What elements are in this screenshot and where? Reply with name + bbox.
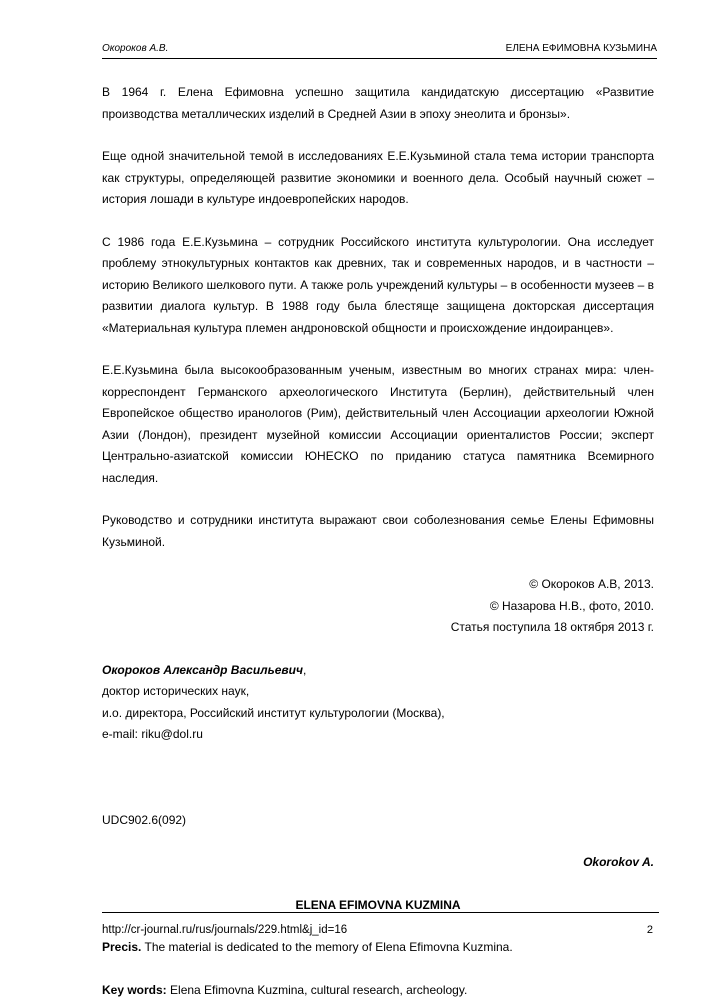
paragraph-5: Руководство и сотрудники института выражают свои соболезнования семье Елены Ефимовны Кузьминой. — [102, 513, 654, 549]
paragraph-2: Еще одной значительной темой в исследованиях Е.Е.Кузьминой стала тема истории транспорта как структуры, определяющей развитие экономики и военного дела. Особый научный сюжет – история лошади в культуре индоевропейских народов. — [102, 149, 654, 206]
paragraph-3: С 1986 года Е.Е.Кузьмина – сотрудник Российского института культурологии. Она исследует проблему этнокультурных контактов как древних, так и современных народов, и в частности – историю Великого шелкового пути. А также роль учреждений культуры – в особенности музеев – в развитии диалога культур. В 1988 году была блестяще защищена докторская диссертация «Материальная культура племен андроновской общности и происхождение индоиранцев». — [102, 234, 654, 335]
author-comma: , — [303, 662, 307, 677]
keywords — [102, 980, 654, 1002]
author-degree: доктор исторических наук, — [102, 684, 250, 698]
paragraph-4: Е.Е.Кузьмина была высокообразованным ученым, известным во многих странах мира: член-корреспондент Германского археологического Института (Берлин), действительный член Европейское общество иранологов (Рим), действительный член Ассоциации археологии Южной Азии (Лондон), президент музейной комиссии Ассоциации ориенталистов России; эксперт Центрально-азиатской комиссии ЮНЕСКО по приданию статуса памятника Всемирного наследия. — [102, 363, 654, 485]
udc-code: UDC902.6(092) — [102, 812, 187, 827]
header-title: ЕЛЕНА ЕФИМОВНА КУЗЬМИНА — [505, 43, 657, 54]
copyright-photo: © Назарова Н.В., фото, 2010. — [489, 598, 654, 613]
article-body — [102, 82, 654, 1001]
english-title: ELENA EFIMOVNA KUZMINA — [295, 897, 461, 912]
precis — [102, 937, 654, 959]
keywords-label: Key words: — [102, 982, 167, 997]
precis-text: The material is dedicated to the memory of Elena Efimovna Kuzmina. — [141, 940, 513, 954]
page-header — [102, 40, 657, 59]
header-author: Окороков А.В. — [102, 43, 169, 54]
author-line — [102, 660, 654, 682]
footer-url[interactable]: http://cr-journal.ru/rus/journals/229.html&j_id=16 — [102, 924, 348, 936]
precis-label: Precis. — [102, 940, 142, 954]
received-date: Статья поступила 18 октября 2013 г. — [450, 620, 654, 634]
page-number: 2 — [646, 924, 653, 936]
keywords-text: Elena Efimovna Kuzmina, cultural research, archeology. — [166, 982, 468, 997]
copyright-author: © Окороков А.В, 2013. — [529, 577, 654, 591]
paragraph-1: В 1964 г. Елена Ефимовна успешно защитила кандидатскую диссертацию «Развитие производства металлических изделий в Средней Азии в эпоху энеолита и бронзы». — [102, 85, 654, 121]
english-author: Okorokov A. — [583, 855, 654, 869]
author-name: Окороков Александр Васильевич — [102, 662, 303, 677]
author-email: e-mail: riku@dol.ru — [102, 727, 203, 741]
author-position: и.о. директора, Российский институт культурологии (Москва), — [102, 705, 445, 720]
footer-divider — [102, 912, 659, 913]
